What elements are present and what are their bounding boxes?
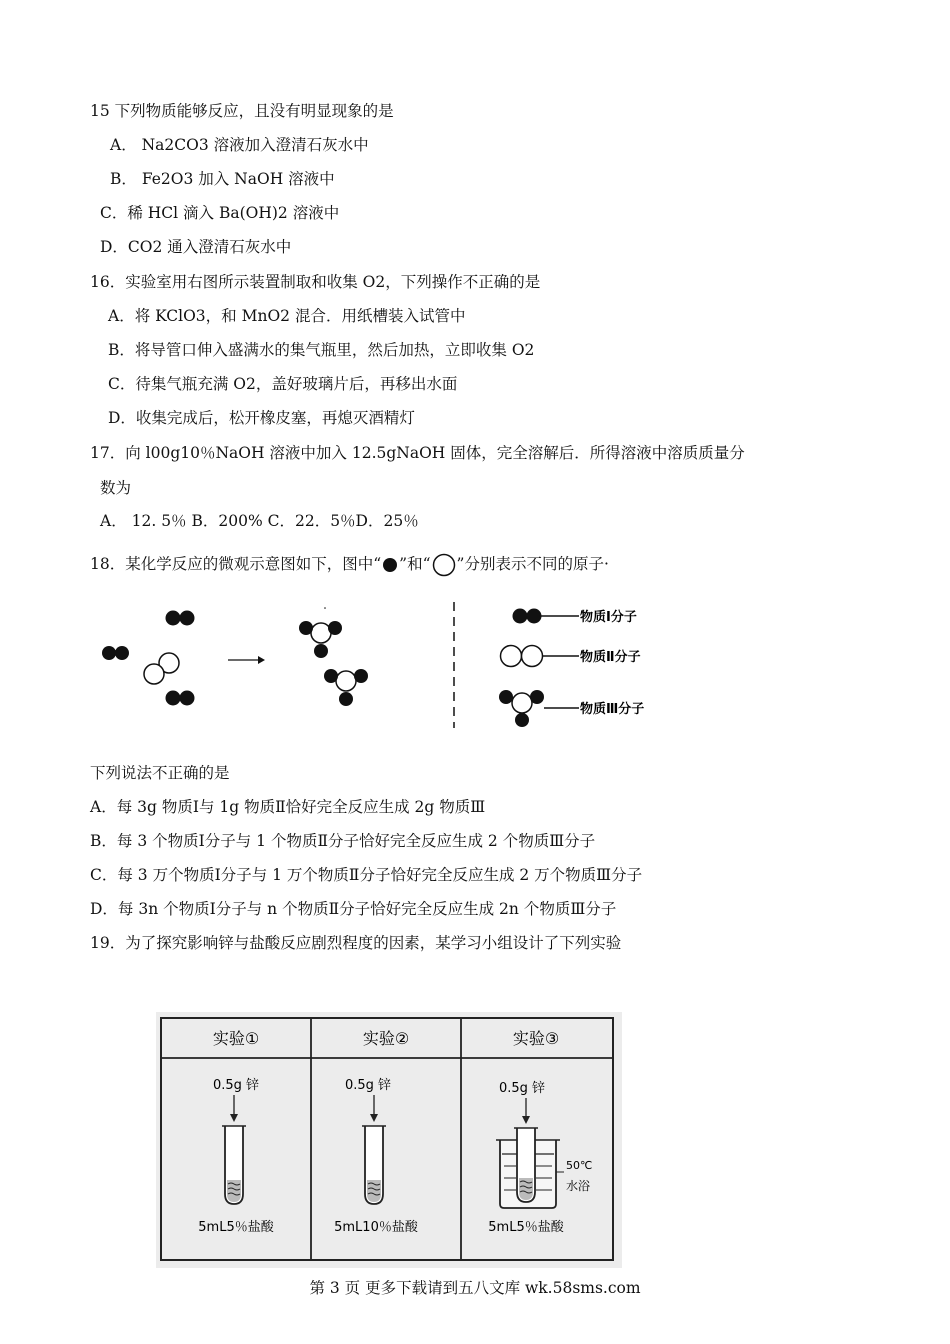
legend-item-1 bbox=[513, 609, 637, 626]
dark-atom-icon bbox=[381, 556, 399, 574]
experiment-3-bath: 水浴 bbox=[566, 1179, 591, 1193]
molecule-III-top bbox=[299, 607, 342, 658]
test-tube-1 bbox=[222, 1126, 246, 1204]
q18-option-b: B．每 3 个物质Ⅰ分子与 1 个物质Ⅱ分子恰好完全反应生成 2 个物质Ⅲ分子 bbox=[90, 832, 596, 850]
q17-options: A． 12. 5％ B．200% C．22．5％D．25％ bbox=[100, 512, 419, 530]
experiment-3-acid: 5mL5％盐酸 bbox=[488, 1220, 564, 1235]
q18-option-d: D．每 3n 个物质Ⅰ分子与 n 个物质Ⅱ分子恰好完全反应生成 2n 个物质Ⅲ分子 bbox=[90, 900, 617, 918]
legend-item-2 bbox=[501, 646, 641, 667]
q15-option-d: D．CO2 通入澄清石灰水中 bbox=[100, 238, 292, 256]
experiment-3-zinc: 0.5g 锌 bbox=[498, 1081, 546, 1096]
page-footer: 第 3 页 更多下载请到五八文库 wk.58sms.com bbox=[309, 1279, 641, 1297]
q18-prompt: 下列说法不正确的是 bbox=[90, 764, 230, 782]
experiment-1-acid: 5mL5％盐酸 bbox=[198, 1220, 274, 1235]
q16-stem: 16．实验室用右图所示装置制取和收集 O2，下列操作不正确的是 bbox=[90, 273, 541, 291]
products bbox=[299, 607, 368, 706]
molecule-I-bottom bbox=[166, 691, 195, 706]
experiment-2-acid: 5mL10％盐酸 bbox=[334, 1220, 418, 1235]
reaction-diagram bbox=[95, 596, 695, 736]
q15-option-c: C．稀 HCl 滴入 Ba(OH)2 溶液中 bbox=[100, 204, 340, 222]
white-atom-icon bbox=[431, 552, 457, 578]
q18-stem-part2: ”和“ bbox=[399, 555, 431, 573]
q18-stem bbox=[90, 552, 609, 578]
experiment-2-zinc: 0.5g 锌 bbox=[344, 1078, 392, 1093]
experiment-3-bath-temp: 50℃ bbox=[566, 1159, 593, 1172]
q19-stem: 19．为了探究影响锌与盐酸反应剧烈程度的因素，某学习小组设计了下列实验 bbox=[90, 934, 622, 952]
experiment-1-title: 实验① bbox=[212, 1029, 260, 1048]
q18-stem-part3: ”分别表示不同的原子· bbox=[456, 555, 609, 573]
reaction-arrow bbox=[228, 656, 265, 664]
q18-stem-part1: 18．某化学反应的微观示意图如下，图中“ bbox=[90, 555, 382, 573]
q17-stem: 17．向 l00g10％NaOH 溶液中加入 12.5gNaOH 固体，完全溶解后．所得溶液中溶质质量分 bbox=[90, 444, 745, 462]
q16-option-a: A．将 KClO3，和 MnO2 混合．用纸槽装入试管中 bbox=[108, 307, 466, 325]
q16-option-b: B．将导管口伸入盛满水的集气瓶里，然后加热，立即收集 O2 bbox=[108, 341, 535, 359]
legend-label-3: 物质Ⅲ分子 bbox=[580, 702, 645, 717]
experiment-2-title: 实验② bbox=[362, 1029, 410, 1048]
molecule-II bbox=[144, 653, 179, 684]
q17-stem-cont: 数为 bbox=[100, 479, 132, 497]
legend-item-3 bbox=[499, 690, 644, 727]
molecule-I-top bbox=[166, 611, 195, 626]
test-tube-2 bbox=[362, 1126, 386, 1204]
reactants bbox=[102, 611, 195, 706]
test-tube-3 bbox=[514, 1128, 538, 1202]
q18-option-c: C．每 3 万个物质Ⅰ分子与 1 万个物质Ⅱ分子恰好完全反应生成 2 万个物质Ⅲ分子 bbox=[90, 866, 643, 884]
q18-option-a: A．每 3g 物质Ⅰ与 1g 物质Ⅱ恰好完全反应生成 2g 物质Ⅲ bbox=[90, 798, 486, 816]
q15-option-a: A． Na2CO3 溶液加入澄清石灰水中 bbox=[110, 136, 369, 154]
q15-stem: 15 下列物质能够反应，且没有明显现象的是 bbox=[90, 102, 394, 120]
molecule-III-bottom bbox=[324, 669, 368, 706]
legend-label-1: 物质Ⅰ分子 bbox=[580, 610, 637, 625]
experiment-3-title: 实验③ bbox=[512, 1029, 560, 1048]
experiment-table bbox=[156, 1012, 622, 1268]
legend-label-2: 物质Ⅱ分子 bbox=[580, 650, 641, 665]
legend bbox=[499, 609, 644, 728]
q16-option-c: C．待集气瓶充满 O2，盖好玻璃片后，再移出水面 bbox=[108, 375, 458, 393]
q15-option-b: B． Fe2O3 加入 NaOH 溶液中 bbox=[110, 170, 335, 188]
experiment-1-zinc: 0.5g 锌 bbox=[212, 1078, 260, 1093]
molecule-I-left bbox=[102, 646, 129, 660]
q16-option-d: D．收集完成后，松开橡皮塞，再熄灭酒精灯 bbox=[108, 409, 415, 427]
